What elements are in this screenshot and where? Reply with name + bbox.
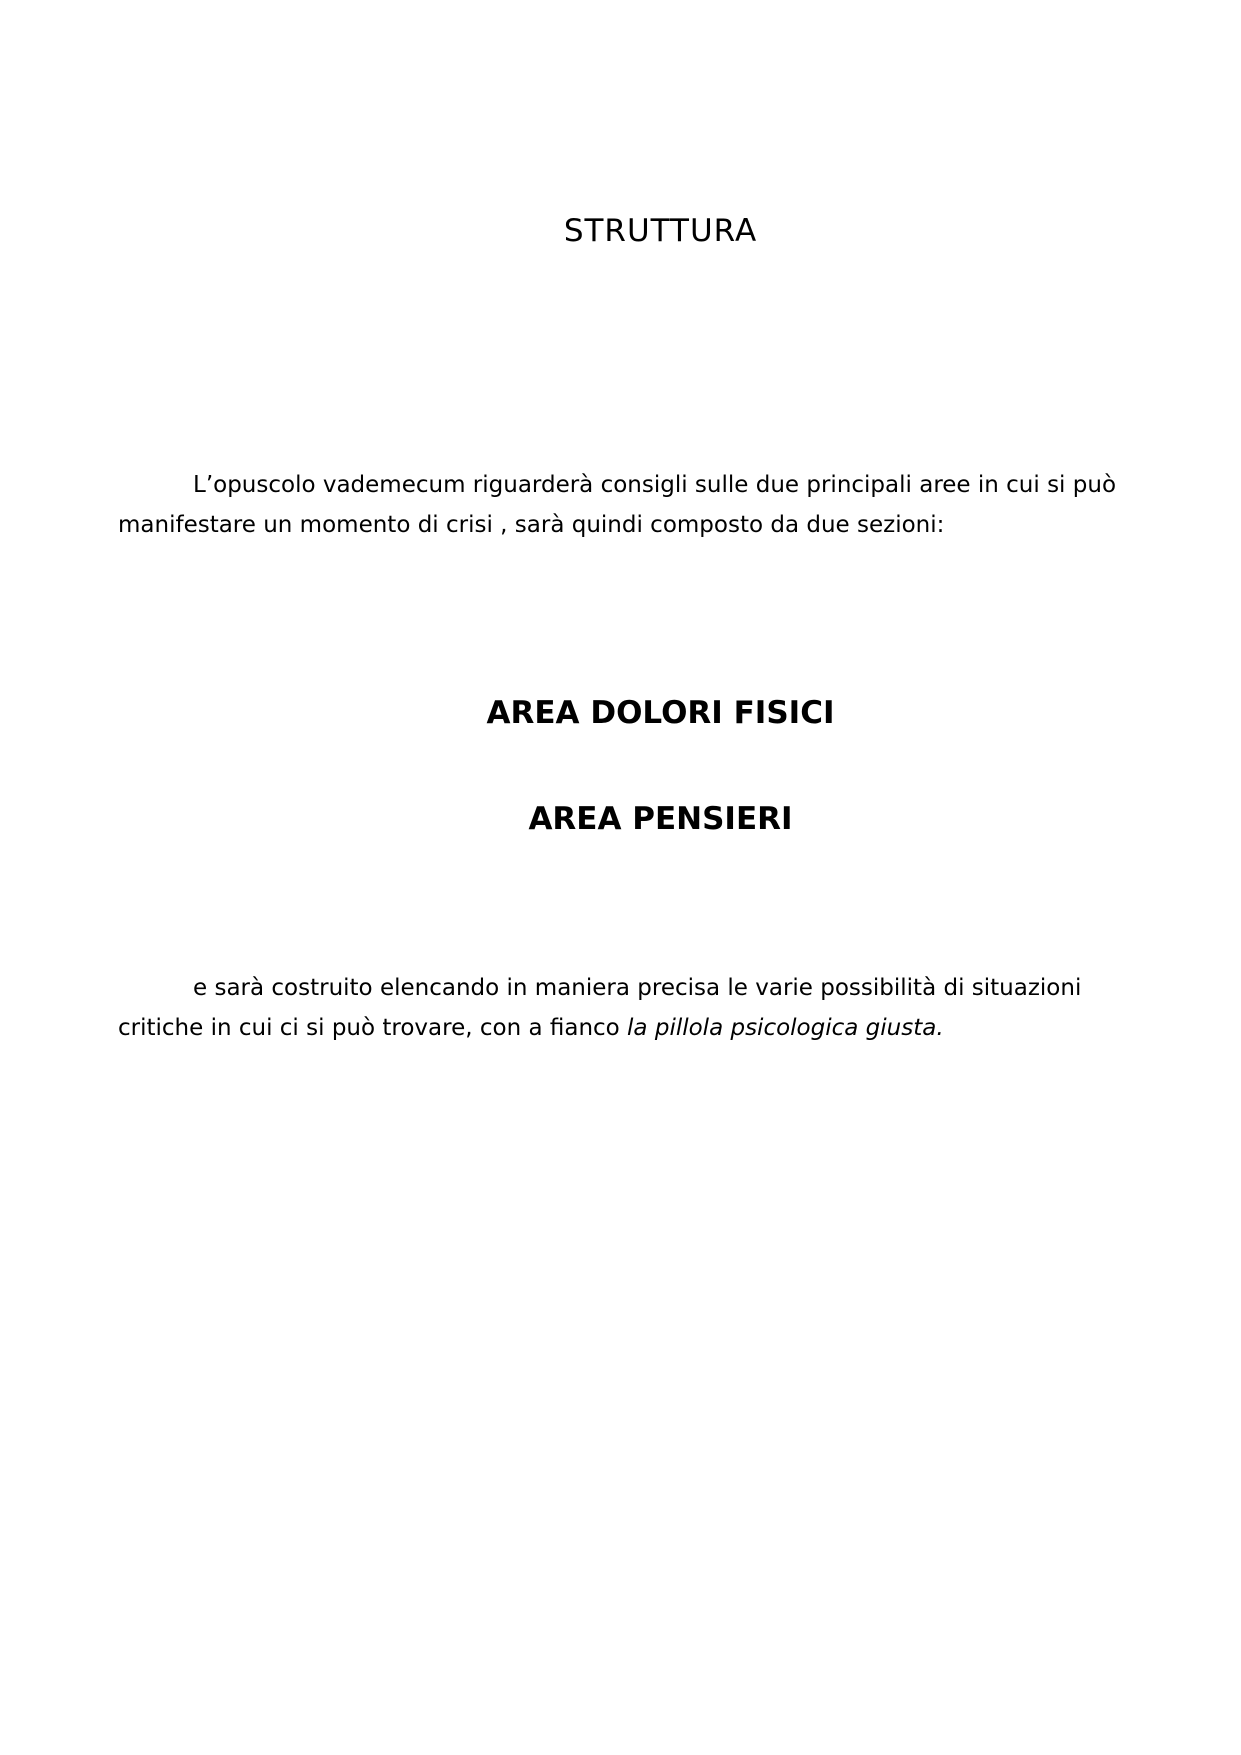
section-heading-thoughts: AREA PENSIERI <box>528 801 793 837</box>
intro-paragraph <box>118 465 1128 545</box>
page-title: STRUTTURA <box>563 213 758 249</box>
closing-paragraph <box>118 968 1128 1048</box>
closing-emphasis: la pillola psicologica giusta. <box>627 1015 944 1041</box>
closing-line-2: critiche in cui ci si può trovare, con a fianco <box>118 1015 628 1041</box>
intro-line-2: manifestare un momento di crisi , sarà quindi composto da due sezioni: <box>118 512 945 538</box>
section-heading-physical-pain: AREA DOLORI FISICI <box>486 695 835 731</box>
intro-line-1: L’opuscolo vademecum riguarderà consigli sulle due principali aree in cui si può <box>193 472 1117 498</box>
closing-line-1: e sarà costruito elencando in maniera precisa le varie possibilità di situazioni <box>193 975 1082 1001</box>
